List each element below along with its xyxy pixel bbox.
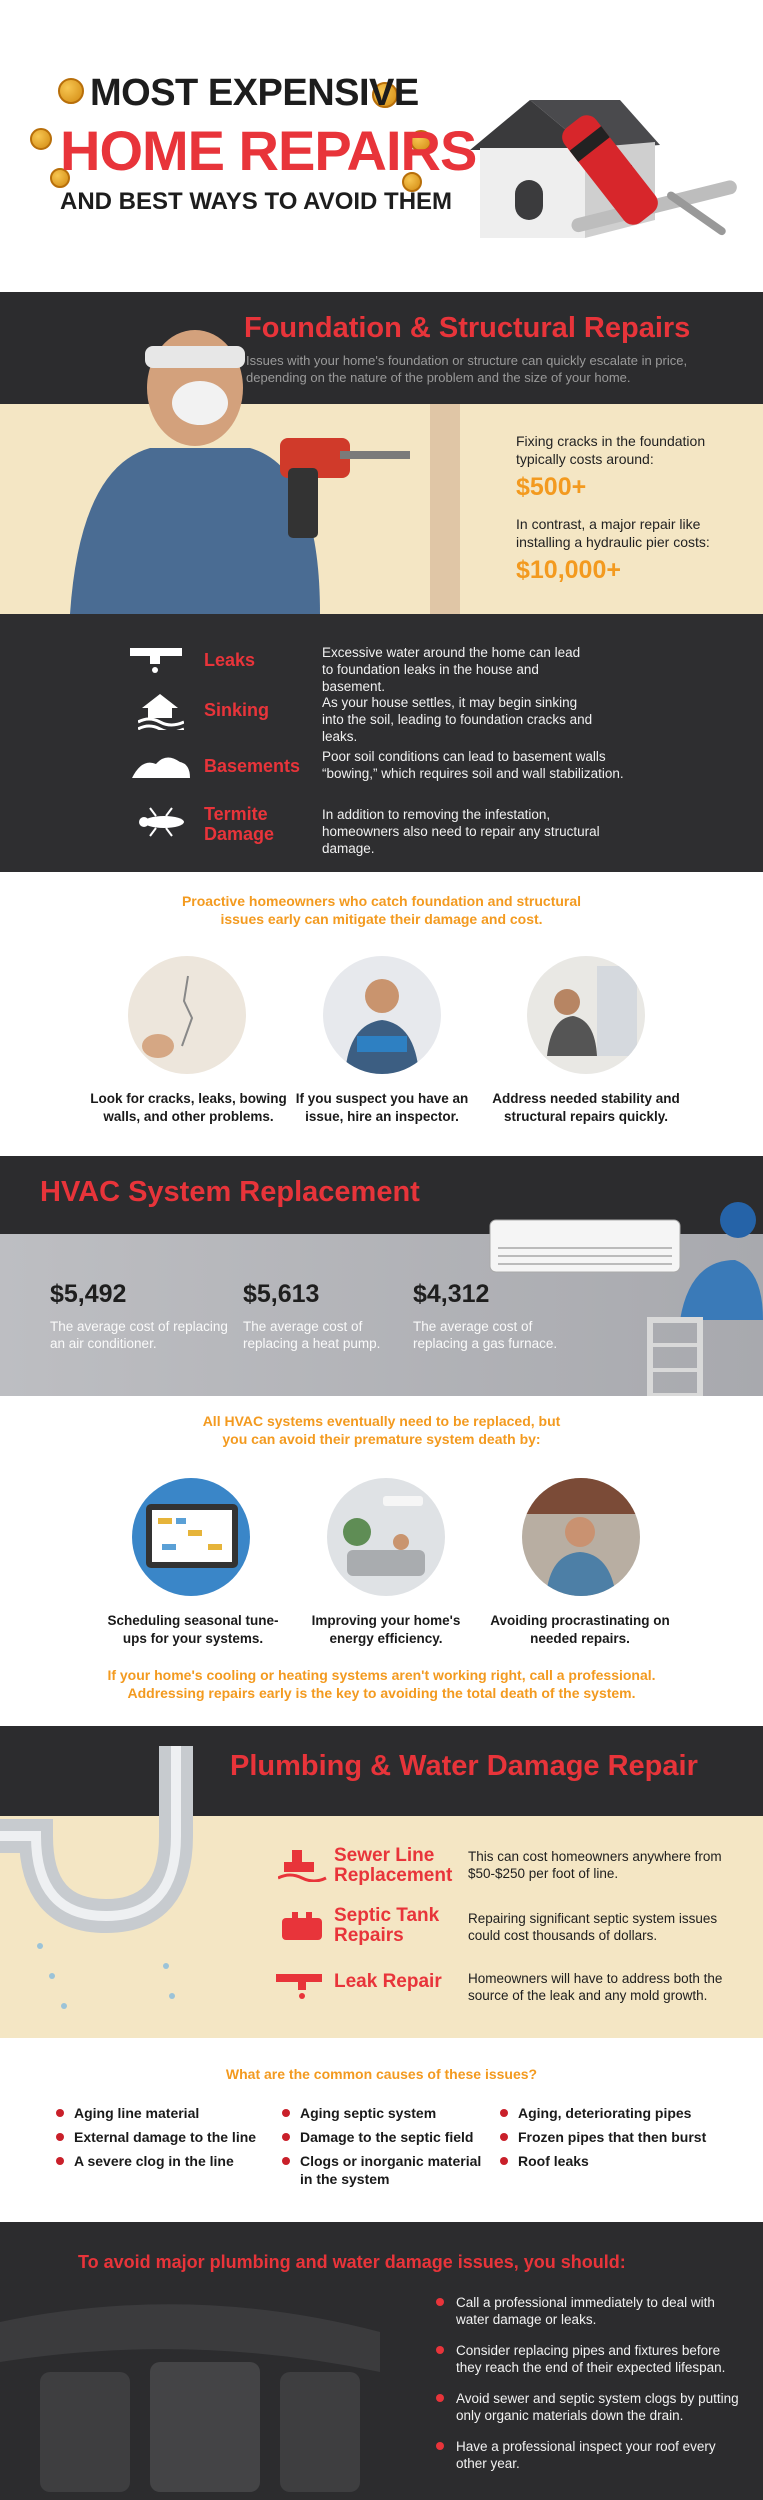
hvac-title: HVAC System Replacement bbox=[40, 1176, 420, 1208]
calendar-tablet-photo bbox=[132, 1478, 250, 1596]
plumbing-desc-leak: Homeowners will have to address both the source of the leak and any mold growth. bbox=[468, 1971, 723, 2003]
cost1-value: $500+ bbox=[516, 473, 587, 501]
issue-name-sinking: Sinking bbox=[204, 700, 270, 720]
hvac-outro: If your home's cooling or heating systems aren't working right, call a professional. Addressing repairs early is the key to avoiding the total death of the system. bbox=[107, 1667, 656, 1701]
avoid-band bbox=[0, 2222, 763, 2500]
hvac-cost-furnace: $4,312 bbox=[413, 1280, 490, 1308]
title-line-1: MOST EXPENSIVE bbox=[90, 72, 419, 114]
house-tools-illustration bbox=[420, 70, 750, 270]
p-trap-pipe-photo bbox=[0, 1746, 230, 2038]
tip-caption-repairs: Address needed stability and structural repairs quickly. bbox=[492, 1091, 680, 1124]
cost1-label: Fixing cracks in the foundation typically costs around: bbox=[516, 433, 706, 467]
issue-name-leaks: Leaks bbox=[204, 650, 256, 670]
ac-technician-photo bbox=[480, 1200, 763, 1396]
cause-item: Aging line material bbox=[56, 2104, 276, 2122]
living-room-photo bbox=[327, 1478, 445, 1596]
tip-caption-inspector: If you suspect you have an issue, hire an inspector. bbox=[295, 1091, 469, 1124]
causes-column-2 bbox=[282, 2104, 492, 2188]
foundation-issues-band bbox=[0, 614, 763, 872]
hvac-cost-ac: $5,492 bbox=[50, 1280, 127, 1308]
plumbing-title: Plumbing & Water Damage Repair bbox=[230, 1750, 698, 1782]
causes-column-3 bbox=[500, 2104, 730, 2170]
plumbing-name-leak: Leak Repair bbox=[334, 1971, 442, 1992]
coin-icon bbox=[30, 128, 52, 150]
issue-name-termite: Termite Damage bbox=[204, 804, 275, 844]
hvac-desc-heatpump: The average cost of replacing a heat pump. bbox=[243, 1319, 381, 1351]
sewer-pipe-icon bbox=[278, 1846, 328, 1882]
tip-caption-cracks: Look for cracks, leaks, bowing walls, and other problems. bbox=[90, 1091, 287, 1124]
cause-item: A severe clog in the line bbox=[56, 2152, 276, 2170]
repair-worker-photo bbox=[527, 956, 645, 1074]
plumbing-desc-septic: Repairing significant septic system issues could cost thousands of dollars. bbox=[468, 1911, 718, 1943]
hvac-tip-procrastinating: Avoiding procrastinating on needed repairs. bbox=[490, 1613, 670, 1646]
issue-name-basements: Basements bbox=[204, 756, 301, 776]
hvac-cost-band bbox=[0, 1234, 763, 1396]
avoid-item: Call a professional immediately to deal with water damage or leaks. bbox=[436, 2294, 746, 2328]
hvac-tip-tuneups: Scheduling seasonal tune-ups for your systems. bbox=[107, 1613, 279, 1646]
cause-item: Frozen pipes that then burst bbox=[500, 2128, 730, 2146]
leaking-pipe-icon bbox=[276, 1968, 328, 2002]
stressed-man-photo bbox=[522, 1478, 640, 1596]
soil-pile-icon bbox=[132, 750, 192, 780]
plumbing-name-sewer: Sewer Line Replacement bbox=[334, 1845, 453, 1886]
worker-drill-photo bbox=[50, 318, 480, 614]
avoid-item: Consider replacing pipes and fixtures before they reach the end of their expected lifespan. bbox=[436, 2342, 746, 2376]
issue-desc-leaks: Excessive water around the home can lead to foundation leaks in the house and basement. bbox=[322, 645, 581, 694]
tool-belt-photo bbox=[0, 2262, 380, 2500]
cause-item: External damage to the line bbox=[56, 2128, 276, 2146]
issue-desc-sinking: As your house settles, it may begin sinking into the soil, leading to foundation cracks and leaks. bbox=[322, 695, 593, 744]
causes-title: What are the common causes of these issues? bbox=[225, 2066, 538, 2082]
hvac-desc-furnace: The average cost of replacing a gas furnace. bbox=[413, 1319, 558, 1351]
issue-desc-basements: Poor soil conditions can lead to basement walls “bowing,” which requires soil and wall stabilization. bbox=[322, 749, 624, 781]
avoid-list bbox=[436, 2294, 746, 2472]
cause-item: Roof leaks bbox=[500, 2152, 730, 2170]
foundation-title: Foundation & Structural Repairs bbox=[244, 312, 691, 344]
header bbox=[0, 0, 763, 290]
house-sinking-icon bbox=[138, 690, 184, 730]
cost2-label: In contrast, a major repair like installing a hydraulic pier costs: bbox=[516, 516, 710, 550]
avoid-item: Avoid sewer and septic system clogs by putting only organic materials down the drain. bbox=[436, 2390, 746, 2424]
causes-column-1 bbox=[56, 2104, 276, 2170]
hvac-intro: All HVAC systems eventually need to be replaced, but you can avoid their premature system death by: bbox=[202, 1413, 561, 1447]
termite-icon bbox=[136, 806, 190, 838]
issue-desc-termite: In addition to removing the infestation, homeowners also need to repair any structural damage. bbox=[322, 807, 600, 856]
avoid-title: To avoid major plumbing and water damage issues, you should: bbox=[78, 2252, 626, 2272]
plumbing-name-septic: Septic Tank Repairs bbox=[334, 1905, 440, 1946]
cost2-value: $10,000+ bbox=[516, 556, 621, 584]
cause-item: Damage to the septic field bbox=[282, 2128, 492, 2146]
plumbing-desc-sewer: This can cost homeowners anywhere from $50-$250 per foot of line. bbox=[468, 1849, 722, 1881]
foundation-intro: Issues with your home's foundation or structure can quickly escalate in price, depending on the nature of the problem and the size of your home. bbox=[246, 353, 688, 385]
title-line-3: AND BEST WAYS TO AVOID THEM bbox=[60, 188, 453, 215]
inspector-photo bbox=[323, 956, 441, 1074]
wall-crack-photo bbox=[128, 956, 246, 1074]
cause-item: Aging, deteriorating pipes bbox=[500, 2104, 730, 2122]
septic-tank-icon bbox=[278, 1910, 328, 1944]
hvac-cost-heatpump: $5,613 bbox=[243, 1280, 320, 1308]
title-line-2: HOME REPAIRS bbox=[60, 119, 477, 182]
cause-item: Aging septic system bbox=[282, 2104, 492, 2122]
avoid-item: Have a professional inspect your roof every other year. bbox=[436, 2438, 746, 2472]
foundation-proactive-text: Proactive homeowners who catch foundation and structural issues early can mitigate their damage and cost. bbox=[181, 893, 582, 927]
pipe-drip-icon bbox=[130, 644, 190, 674]
cause-item: Clogs or inorganic material in the system bbox=[282, 2152, 492, 2188]
hvac-tip-efficiency: Improving your home's energy efficiency. bbox=[311, 1613, 461, 1646]
hvac-desc-ac: The average cost of replacing an air conditioner. bbox=[50, 1319, 228, 1351]
coin-icon bbox=[58, 78, 84, 104]
